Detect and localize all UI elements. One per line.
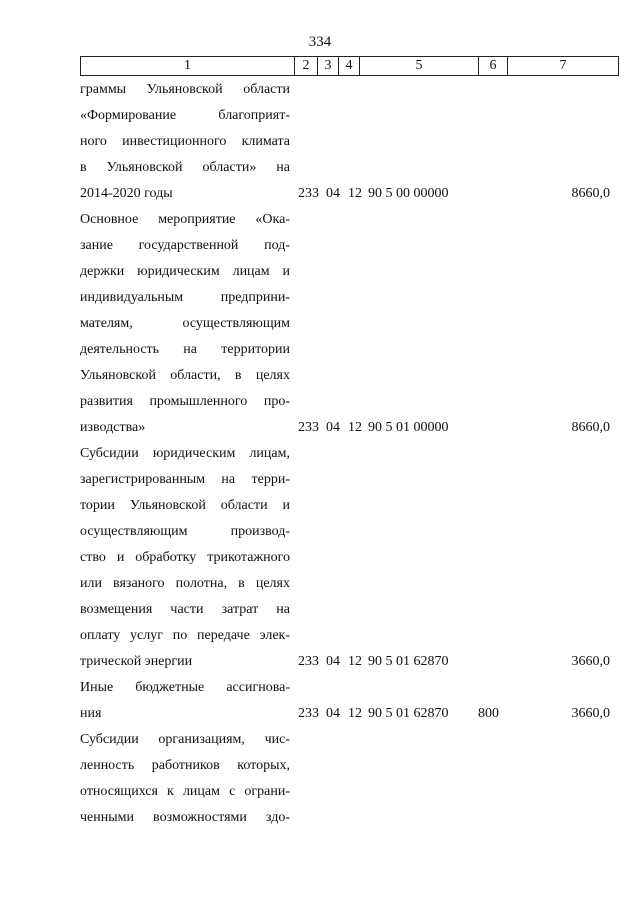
description-line: индивидуальным предприни- bbox=[80, 290, 290, 305]
header-col-1: 1 bbox=[81, 57, 295, 76]
code-col-3: 04 bbox=[326, 186, 340, 201]
description-line: оплату услуг по передаче элек- bbox=[80, 628, 290, 643]
description-line: ченными возможностями здо- bbox=[80, 810, 290, 825]
row-codes bbox=[298, 652, 528, 672]
code-col-5: 90 5 01 62870 bbox=[368, 654, 449, 669]
row-amount: 3660,0 bbox=[571, 706, 610, 721]
row-codes bbox=[298, 418, 528, 438]
header-col-7: 7 bbox=[508, 57, 619, 76]
header-col-5: 5 bbox=[360, 57, 479, 76]
description-line: или вязаного полотна, в целях bbox=[80, 576, 290, 591]
code-col-4: 12 bbox=[348, 186, 362, 201]
description-line: относящихся к лицам с ограни- bbox=[80, 784, 290, 799]
description-line: ство и обработку трикотажного bbox=[80, 550, 290, 565]
description-line: Основное мероприятие «Ока- bbox=[80, 212, 290, 227]
header-col-4: 4 bbox=[339, 57, 360, 76]
description-line: мателям, осуществляющим bbox=[80, 316, 290, 331]
description-line: возмещения части затрат на bbox=[80, 602, 290, 617]
row-amount: 8660,0 bbox=[571, 420, 610, 435]
description-line: зание государственной под- bbox=[80, 238, 290, 253]
row-description bbox=[80, 80, 290, 210]
code-col-4: 12 bbox=[348, 706, 362, 721]
row-description bbox=[80, 444, 290, 678]
code-col-3: 04 bbox=[326, 420, 340, 435]
header-col-2: 2 bbox=[295, 57, 318, 76]
description-line: Субсидии юридическим лицам, bbox=[80, 446, 290, 461]
code-col-2: 233 bbox=[298, 654, 319, 669]
header-col-6: 6 bbox=[479, 57, 508, 76]
description-line: в Ульяновской области» на bbox=[80, 160, 290, 175]
code-col-2: 233 bbox=[298, 186, 319, 201]
description-line: Иные бюджетные ассигнова- bbox=[80, 680, 290, 695]
row-description bbox=[80, 730, 290, 834]
description-line: держки юридическим лицам и bbox=[80, 264, 290, 279]
row-description bbox=[80, 678, 290, 730]
row-codes bbox=[298, 184, 528, 204]
description-line: ния bbox=[80, 706, 102, 721]
code-col-3: 04 bbox=[326, 654, 340, 669]
description-line: ленность работников которых, bbox=[80, 758, 290, 773]
code-col-4: 12 bbox=[348, 654, 362, 669]
description-line: ного инвестиционного климата bbox=[80, 134, 290, 149]
page-number: 334 bbox=[308, 34, 332, 50]
description-line: Ульяновской области, в целях bbox=[80, 368, 290, 383]
row-description bbox=[80, 210, 290, 444]
description-line: тории Ульяновской области и bbox=[80, 498, 290, 513]
code-col-2: 233 bbox=[298, 706, 319, 721]
code-col-5: 90 5 01 00000 bbox=[368, 420, 449, 435]
code-col-5: 90 5 01 62870 bbox=[368, 706, 449, 721]
code-col-3: 04 bbox=[326, 706, 340, 721]
row-codes bbox=[298, 704, 528, 724]
table-header bbox=[80, 56, 619, 76]
code-col-2: 233 bbox=[298, 420, 319, 435]
description-line: «Формирование благоприят- bbox=[80, 108, 290, 123]
description-line: зарегистрированным на терри- bbox=[80, 472, 290, 487]
description-line: Субсидии организациям, чис- bbox=[80, 732, 290, 747]
row-amount: 3660,0 bbox=[571, 654, 610, 669]
code-col-5: 90 5 00 00000 bbox=[368, 186, 449, 201]
row-amount: 8660,0 bbox=[571, 186, 610, 201]
description-line: развития промышленного про- bbox=[80, 394, 290, 409]
description-line: 2014-2020 годы bbox=[80, 186, 173, 201]
description-line: осуществляющим производ- bbox=[80, 524, 290, 539]
code-col-6: 800 bbox=[478, 706, 499, 721]
description-line: изводства» bbox=[80, 420, 146, 435]
header-col-3: 3 bbox=[318, 57, 339, 76]
description-line: граммы Ульяновской области bbox=[80, 82, 290, 97]
description-line: деятельность на территории bbox=[80, 342, 290, 357]
code-col-4: 12 bbox=[348, 420, 362, 435]
description-line: трической энергии bbox=[80, 654, 193, 669]
